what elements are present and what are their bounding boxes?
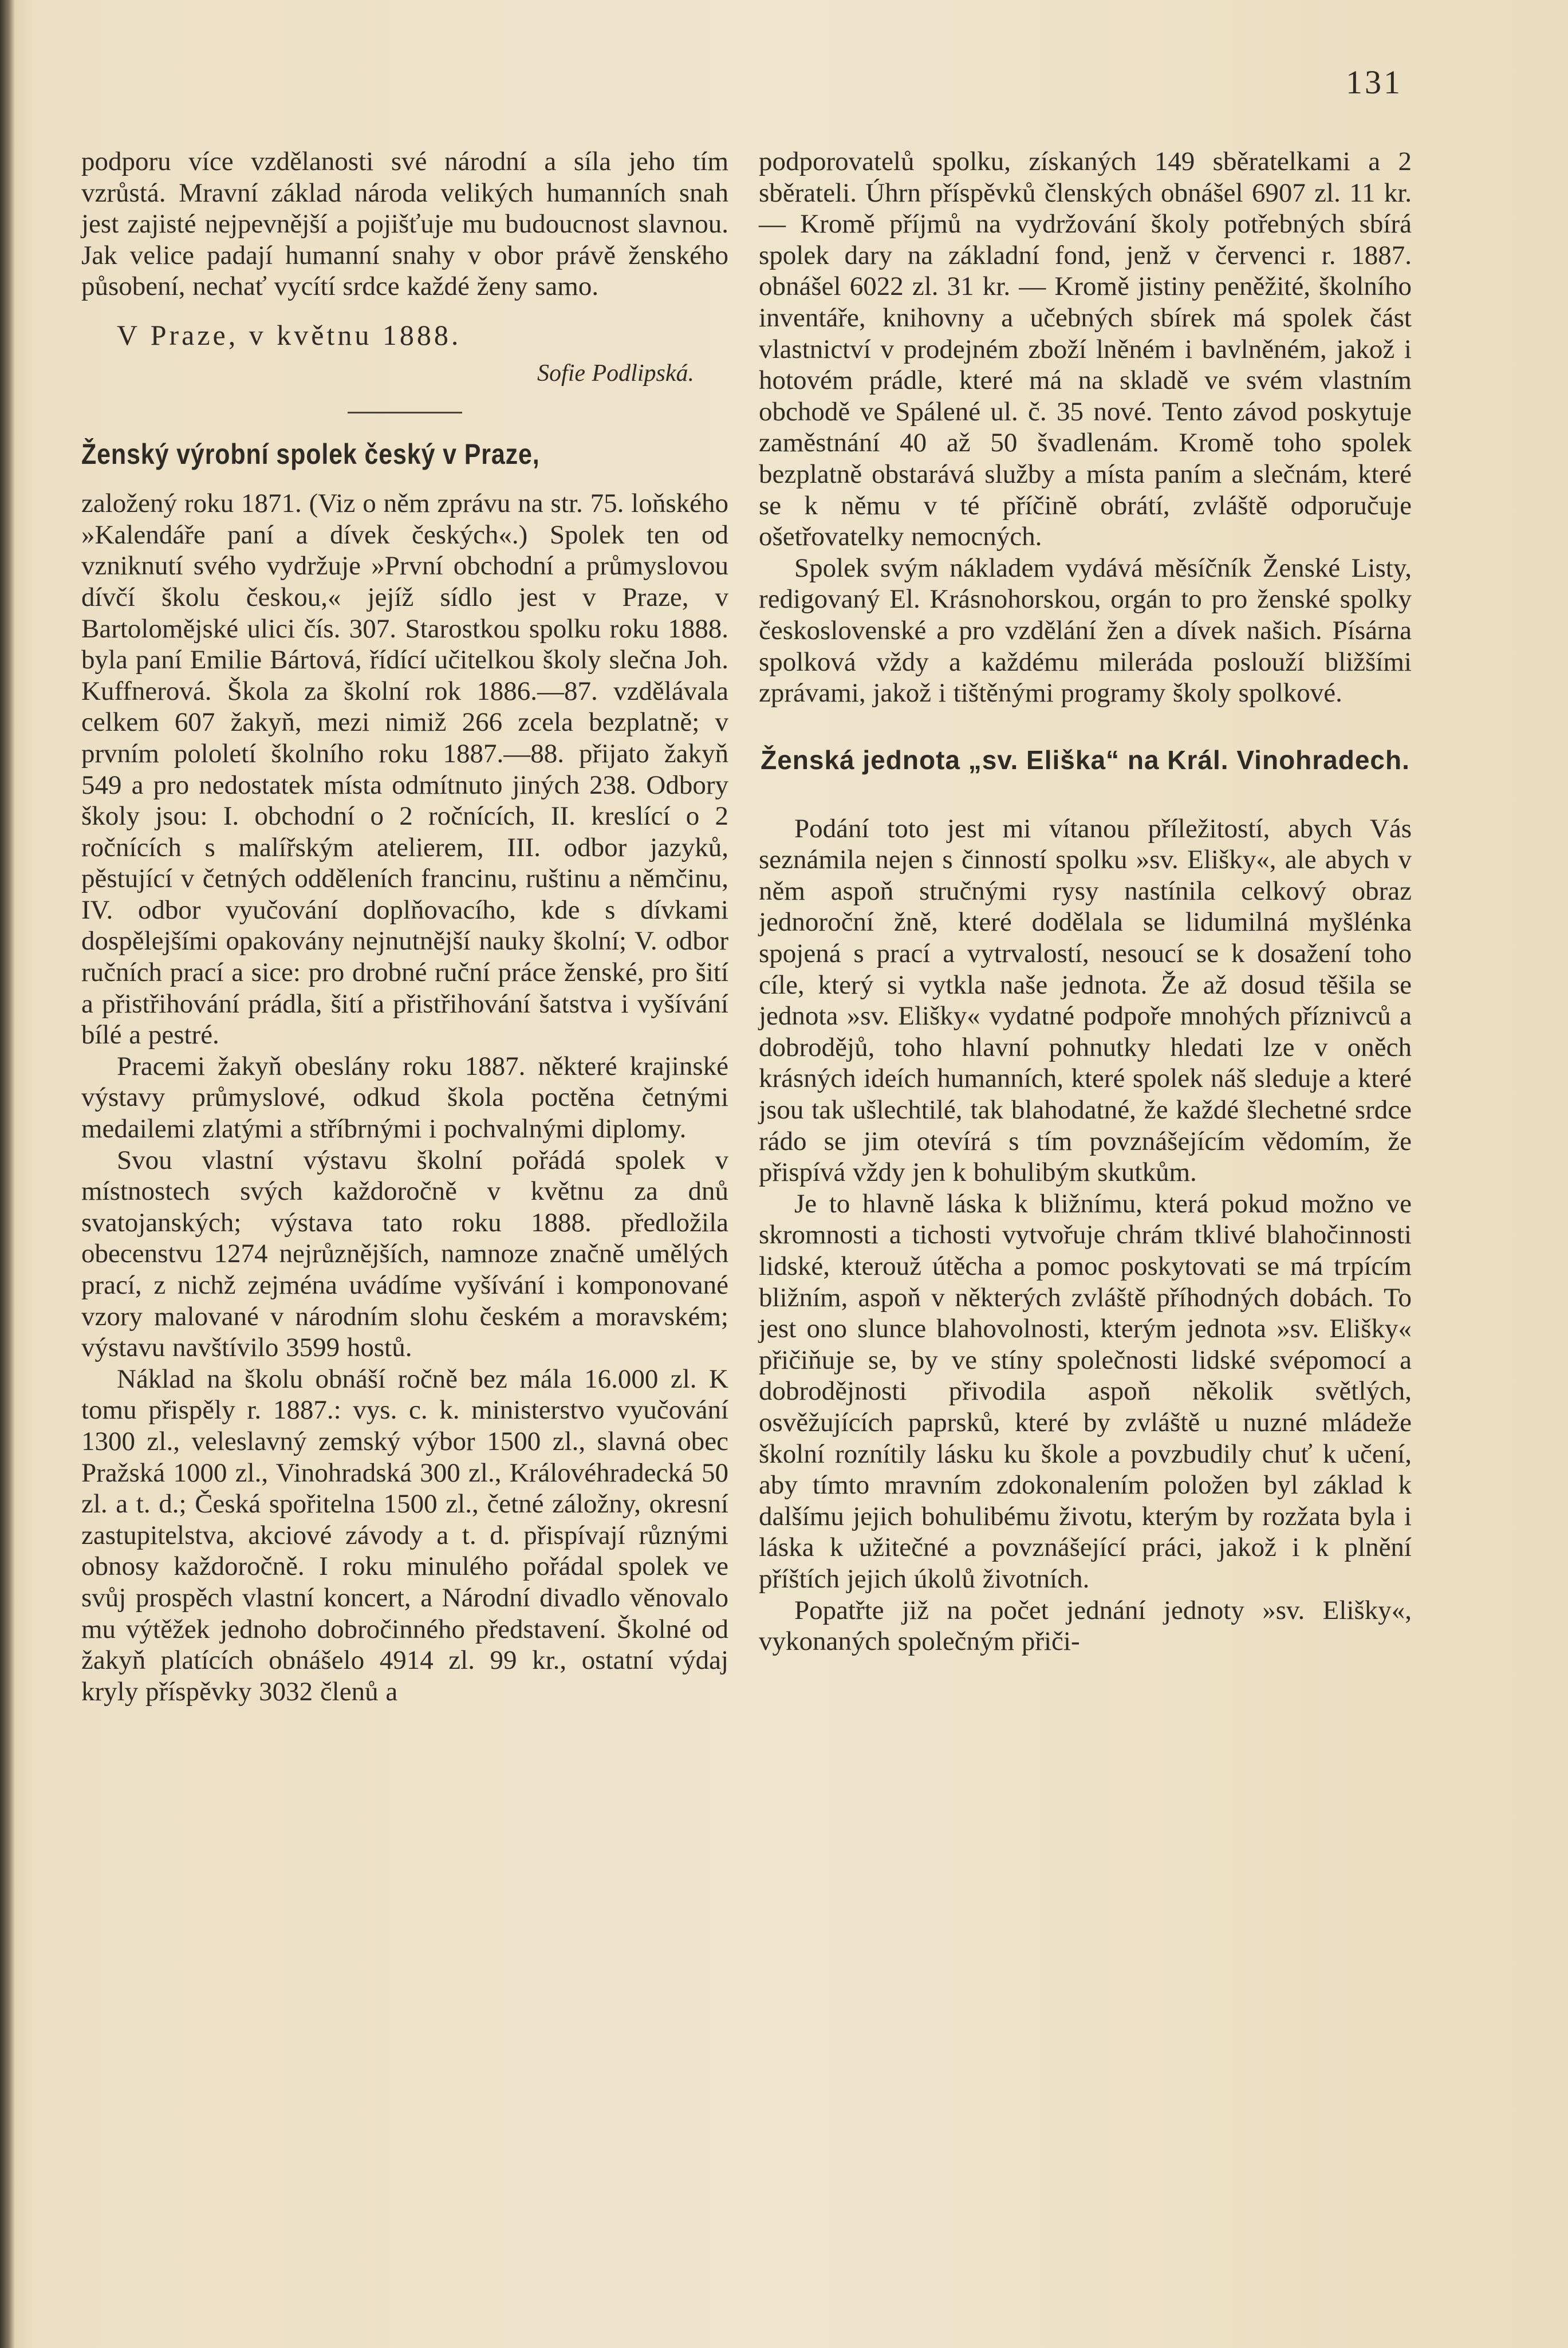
paragraph: Svou vlastní výstavu školní pořádá spolek v místnostech svých každoročně v květnu za dnů svatojanských; výstava tato roku 1888. předložila obecenstvu 1274 nejrůznějších, namnoze značně umělých prací, z nichž zejména uvádíme vyšívání i komponované vzory malované v národním slohu českém a moravském; výstavu navštívilo 3599 hostů. <box>81 1145 728 1363</box>
paragraph: Je to hlavně láska k bližnímu, která pokud možno ve skromnosti a tichosti vytvořuje chrám tklivé blahočinnosti lidské, kterouž útěcha a pomoc poskytovati se má trpícím bližním, aspoň v některých zvláště příhodných dobách. To jest ono slunce blahovolnosti, kterým jednota »sv. Elišky« přičiňuje se, by ve stíny společnosti lidské svépomocí a dobrodějnosti přivodila aspoň několik světlých, osvěžujících paprsků, které by zvláště u nuzné mládeže školní roznítily lásku ku škole a povzbudily chuť k učení, aby tímto mravním zdokonalením položen byl základ k dalšímu jejich bohulibému životu, kterým by rozžata byla i láska k užitečné a povznášející práci, jakož i k plnění příštích jejich úkolů životních. <box>759 1188 1412 1594</box>
section-divider <box>348 412 462 413</box>
paragraph: Spolek svým nákladem vydává měsíčník Ženské Listy, redigovaný El. Krásnohorskou, orgán to pro ženské spolky československé a pro vzdělání žen a dívek našich. Písárna spolková vždy a každému mileráda poslouží bližšími zprávami, jakož i tištěnými programy školy spolkové. <box>759 553 1412 708</box>
spacer <box>759 794 1412 813</box>
right-column <box>759 146 1412 1657</box>
paragraph: Popatřte již na počet jednání jednoty »sv. Elišky«, vykonaných společným přiči- <box>759 1595 1412 1657</box>
signature: Sofie Podlipská. <box>537 360 694 387</box>
place-date: V Praze, v květnu 1888. <box>117 318 462 351</box>
paragraph: Pracemi žakyň obeslány roku 1887. některé krajinské výstavy průmyslové, odkud škola poctěna četnými medailemi zlatými a stříbrnými i pochvalnými diplomy. <box>81 1051 728 1144</box>
paragraph: podporovatelů spolku, získaných 149 sběratelkami a 2 sběrateli. Úhrn příspěvků členských obnášel 6907 zl. 11 kr. — Kromě příjmů na vydržování školy potřebných sbírá spolek dary na základní fond, jenž v červenci r. 1887. obnášel 6022 zl. 31 kr. — Kromě jistiny peněžité, školního inventáře, knihovny a učebných sbírek má spolek část vlastnictví v prodejném zboží lněném i bavlněném, jakož i hotovém prádle, které má na skladě ve svém vlastním obchodě ve Spálené ul. č. 35 nové. Tento závod poskytuje zaměstnání 40 až 50 švadlenám. Kromě toho spolek bezplatně obstarává služby a místa paním a slečnám, které se k němu v té příčině obrátí, zvláště odporučuje ošetřovatelky nemocných. <box>759 147 1412 552</box>
paragraph: založený roku 1871. (Viz o něm zprávu na str. 75. loňského »Kalendáře paní a dívek českých«.) Spolek ten od vzniknutí svého vydržuje »První obchodní a průmyslovou dívčí školu českou,« jejíž sídlo jest v Praze, v Bartolomějské ulici čís. 307. Starostkou spolku roku 1888. byla paní Emilie Bártová, řídící učitelkou školy slečna Joh. Kuffnerová. Škola za školní rok 1886.—87. vzdělávala celkem 607 žakyň, mezi nimiž 266 zcela bezplatně; v prvním pololetí školního roku 1887.—88. přijato žakyň 549 a pro nedostatek místa odmítnuto jiných 238. Odbory školy jsou: I. obchodní o 2 ročnících, II. kreslící o 2 ročnících s malířským atelierem, III. odbor jazyků, pěstující v četných odděleních francinu, ruštinu a němčinu, IV. odbor vyučování doplňovacího, kde s dívkami dospělejšími opakovány nejnutnější nauky školní; V. odbor ručních prací a sice: pro drobné ruční práce ženské, pro šití a přistřihování prádla, šití a přistřihování šatstva i vyšívání bílé a pestré. <box>81 488 728 1050</box>
spacer <box>759 709 1412 743</box>
section-heading-vyrobni-spolek: Ženský výrobní spolek český v Praze, <box>81 438 540 471</box>
paragraph: Podání toto jest mi vítanou příležitostí, abych Vás seznámila nejen s činností spolku »sv. Elišky«, ale abych v něm aspoň stručnými rysy nastínila celkový obraz jednoroční žně, které dodělala se lidumilná myšlénka spojená s prací a vytrvalostí, nesoucí se k dosažení toho cíle, který si vytkla naše jednota. Že až dosud těšila se jednota »sv. Elišky« vydatné podpoře mnohých příznivců a dobrodějů, toho hlavní pohnutky hledati lze v oněch krásných ideích humanních, které spolek náš sleduje a které jsou tak ušlechtilé, tak blahodatné, že každé šlechetné srdce rádo se jim otevírá s tím povznášejícím vědomím, že přispívá vždy jen k bohulibým skutkům. <box>759 813 1412 1188</box>
section-heading-jednota-eliska: Ženská jednota „sv. Eliška“ na Král. Vinohradech. <box>761 744 1410 775</box>
book-spine <box>0 0 15 2348</box>
page-number: 131 <box>1346 64 1402 101</box>
left-column <box>81 146 728 1707</box>
paragraph: Náklad na školu obnáší ročně bez mála 16.000 zl. K tomu přispěly r. 1887.: vys. c. k. ministerstvo vyučování 1300 zl., veleslavný zemský výbor 1500 zl., slavná obec Pražská 1000 zl., Vinohradská 300 zl., Královéhradecká 50 zl. a t. d.; Česká spořitelna 1500 zl., četné záložny, okresní zastupitelstva, akciové závody a t. d. přispívají různými obnosy každoročně. I roku minulého pořádal spolek ve svůj prospěch vlastní koncert, a Národní divadlo věnovalo mu výtěžek jednoho dobročinného představení. Školné od žakyň platících obnášelo 4914 zl. 99 kr., ostatní výdaj kryly příspěvky 3032 členů a <box>81 1364 728 1707</box>
intro-paragraph: podporu více vzdělanosti své národní a síla jeho tím vzrůstá. Mravní základ národa velikých humanních snah jest zajisté nejpevnější a pojišťuje mu budoucnost slavnou. Jak velice padají humanní snahy v obor právě ženského působení, nechať vycítí srdce každé ženy samo. <box>81 147 728 302</box>
